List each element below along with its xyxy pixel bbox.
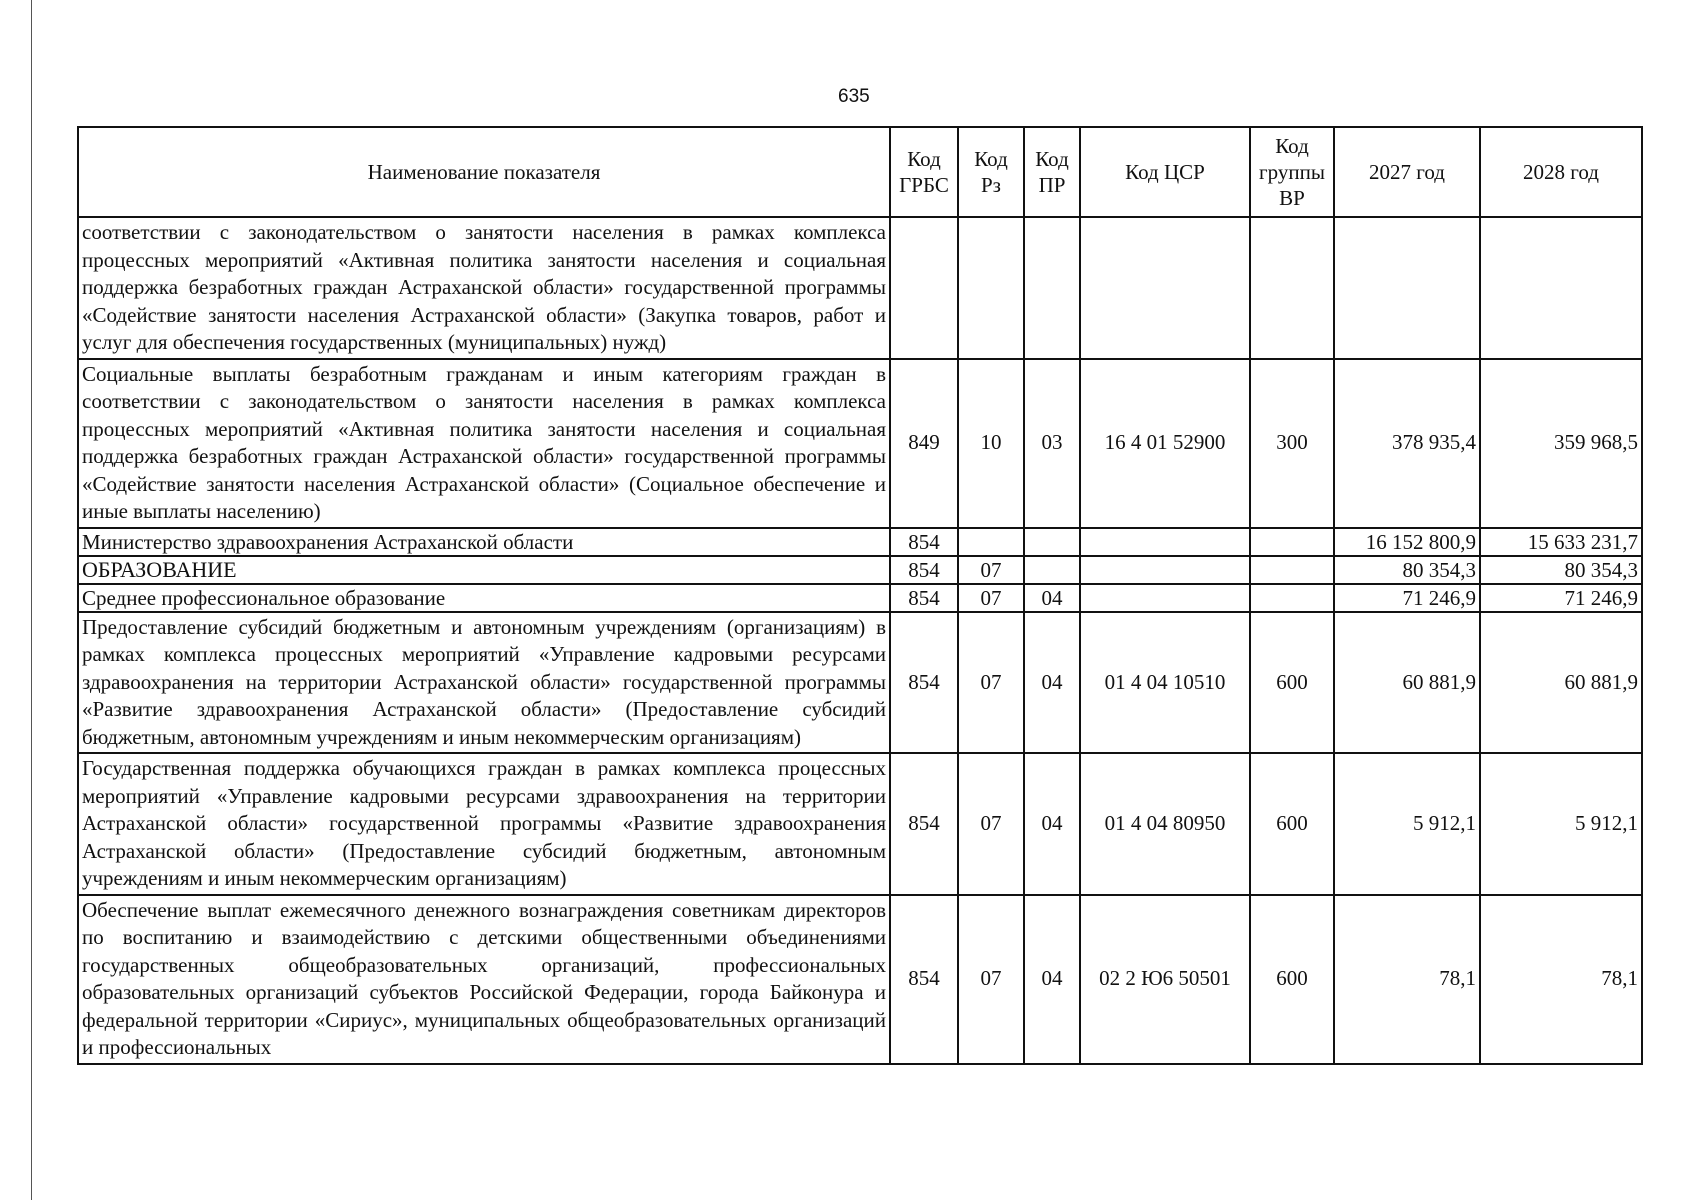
row-2027: 78,1	[1334, 895, 1480, 1064]
row-rz	[958, 528, 1024, 556]
row-rz	[958, 217, 1024, 359]
row-name: Среднее профессиональное образование	[78, 584, 890, 612]
table-row	[78, 359, 1642, 528]
row-2027: 80 354,3	[1334, 556, 1480, 584]
row-pr: 03	[1024, 359, 1080, 528]
row-2027	[1334, 217, 1480, 359]
row-grbs: 854	[890, 528, 958, 556]
table-row	[78, 528, 1642, 556]
header-2027: 2027 год	[1334, 127, 1480, 217]
row-vr: 600	[1250, 612, 1334, 754]
row-csr	[1080, 217, 1250, 359]
row-rz: 07	[958, 584, 1024, 612]
row-grbs: 854	[890, 584, 958, 612]
row-name: Социальные выплаты безработным гражданам и иным категориям граждан в соответствии с законодательством о занятости населения в рамках комплекса процессных мероприятий «Активная политика занятости населения и социальная поддержка безработных граждан Астраханской области» государственной программы «Содействие занятости населения Астраханской области» (Социальное обеспечение и иные выплаты населению)	[78, 359, 890, 528]
row-rz: 07	[958, 612, 1024, 754]
row-2027: 378 935,4	[1334, 359, 1480, 528]
row-rz: 07	[958, 556, 1024, 584]
row-vr: 300	[1250, 359, 1334, 528]
table-row	[78, 612, 1642, 754]
page-number: 635	[838, 86, 870, 107]
row-pr	[1024, 217, 1080, 359]
row-csr: 01 4 04 80950	[1080, 753, 1250, 895]
row-vr: 600	[1250, 895, 1334, 1064]
row-name: Государственная поддержка обучающихся граждан в рамках комплекса процессных мероприятий «Управление кадровыми ресурсами здравоохранения на территории Астраханской области» государственной программы «Развитие здравоохранения Астраханской области» (Предоставление субсидий бюджетным, автономным учреждениям и иным некоммерческим организациям)	[78, 753, 890, 895]
row-csr	[1080, 556, 1250, 584]
table-row	[78, 584, 1642, 612]
budget-table	[77, 126, 1643, 1065]
row-grbs: 854	[890, 556, 958, 584]
header-2028: 2028 год	[1480, 127, 1642, 217]
row-rz: 10	[958, 359, 1024, 528]
row-name: соответствии с законодательством о занятости населения в рамках комплекса процессных мероприятий «Активная политика занятости населения и социальная поддержка безработных граждан Астраханской области» государственной программы «Содействие занятости населения Астраханской области» (Закупка товаров, работ и услуг для обеспечения государственных (муниципальных) нужд)	[78, 217, 890, 359]
table-row	[78, 753, 1642, 895]
row-csr: 16 4 01 52900	[1080, 359, 1250, 528]
header-pr: Код ПР	[1024, 127, 1080, 217]
row-vr	[1250, 584, 1334, 612]
row-vr: 600	[1250, 753, 1334, 895]
row-2028: 80 354,3	[1480, 556, 1642, 584]
row-pr: 04	[1024, 612, 1080, 754]
row-grbs: 854	[890, 612, 958, 754]
row-2028: 71 246,9	[1480, 584, 1642, 612]
row-2028	[1480, 217, 1642, 359]
row-vr	[1250, 556, 1334, 584]
row-2028: 359 968,5	[1480, 359, 1642, 528]
row-2028: 5 912,1	[1480, 753, 1642, 895]
row-pr: 04	[1024, 753, 1080, 895]
table-row	[78, 217, 1642, 359]
table-row	[78, 556, 1642, 584]
row-rz: 07	[958, 753, 1024, 895]
row-pr	[1024, 528, 1080, 556]
row-2027: 16 152 800,9	[1334, 528, 1480, 556]
row-csr	[1080, 584, 1250, 612]
row-csr: 02 2 Ю6 50501	[1080, 895, 1250, 1064]
left-margin-rule	[31, 0, 32, 1200]
row-grbs: 849	[890, 359, 958, 528]
row-2027: 5 912,1	[1334, 753, 1480, 895]
header-row	[78, 127, 1642, 217]
row-grbs	[890, 217, 958, 359]
row-pr: 04	[1024, 584, 1080, 612]
row-grbs: 854	[890, 895, 958, 1064]
row-pr	[1024, 556, 1080, 584]
row-2028: 15 633 231,7	[1480, 528, 1642, 556]
row-2028: 78,1	[1480, 895, 1642, 1064]
row-grbs: 854	[890, 753, 958, 895]
row-name: ОБРАЗОВАНИЕ	[78, 556, 890, 584]
row-2027: 60 881,9	[1334, 612, 1480, 754]
row-2027: 71 246,9	[1334, 584, 1480, 612]
row-pr: 04	[1024, 895, 1080, 1064]
row-2028: 60 881,9	[1480, 612, 1642, 754]
header-rz: Код Рз	[958, 127, 1024, 217]
row-csr: 01 4 04 10510	[1080, 612, 1250, 754]
row-name: Предоставление субсидий бюджетным и автономным учреждениям (организациям) в рамках комплекса процессных мероприятий «Управление кадровыми ресурсами здравоохранения на территории Астраханской области» государственной программы «Развитие здравоохранения Астраханской области» (Предоставление субсидий бюджетным, автономным учреждениям и иным некоммерческим организациям)	[78, 612, 890, 754]
row-vr	[1250, 217, 1334, 359]
row-vr	[1250, 528, 1334, 556]
header-name: Наименование показателя	[78, 127, 890, 217]
table-row	[78, 895, 1642, 1064]
header-grbs: Код ГРБС	[890, 127, 958, 217]
row-rz: 07	[958, 895, 1024, 1064]
row-csr	[1080, 528, 1250, 556]
row-name: Обеспечение выплат ежемесячного денежного вознаграждения советникам директоров по воспитанию и взаимодействию с детскими общественными объединениями государственных общеобразовательных организаций, профессиональных образовательных организаций субъектов Российской Федерации, города Байконура и федеральной территории «Сириус», муниципальных общеобразовательных организаций и профессиональных	[78, 895, 890, 1064]
header-vr: Код группы ВР	[1250, 127, 1334, 217]
header-csr: Код ЦСР	[1080, 127, 1250, 217]
row-name: Министерство здравоохранения Астраханской области	[78, 528, 890, 556]
